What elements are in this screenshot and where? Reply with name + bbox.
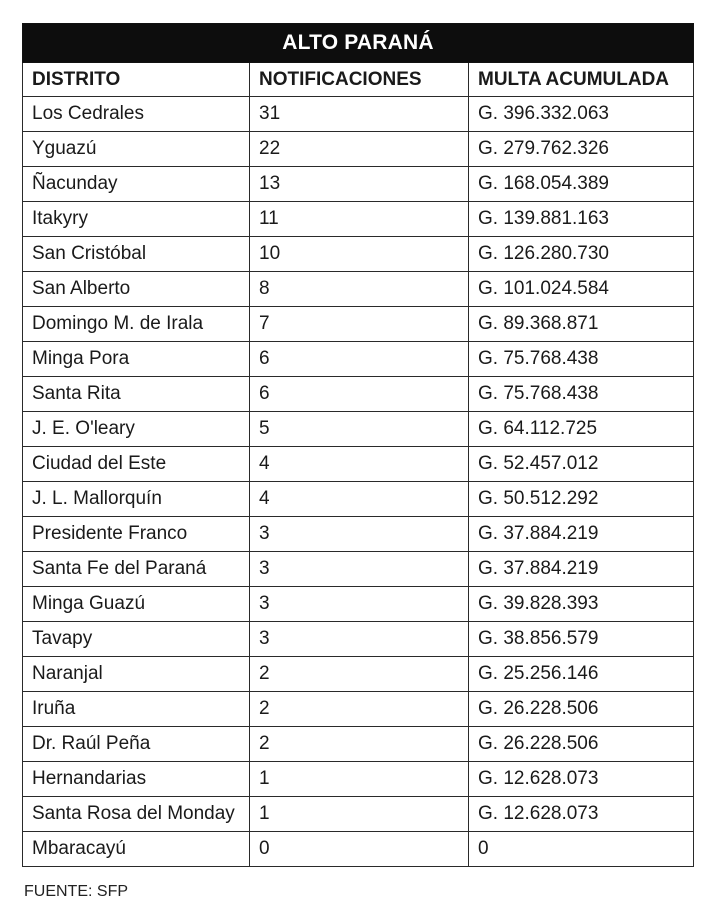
distrito-cell: Domingo M. de Irala: [23, 307, 250, 342]
table-row: [23, 727, 694, 762]
multa-cell: G. 39.828.393: [469, 587, 694, 622]
distrito-cell: Mbaracayú: [23, 832, 250, 867]
notificaciones-cell: 7: [250, 307, 469, 342]
notificaciones-cell: 8: [250, 272, 469, 307]
multa-cell: G. 52.457.012: [469, 447, 694, 482]
notificaciones-cell: 1: [250, 762, 469, 797]
table-row: [23, 552, 694, 587]
table-row: [23, 517, 694, 552]
multa-cell: G. 396.332.063: [469, 97, 694, 132]
table-row: [23, 587, 694, 622]
table-row: [23, 237, 694, 272]
notificaciones-cell: 5: [250, 412, 469, 447]
notificaciones-cell: 10: [250, 237, 469, 272]
multa-cell: G. 12.628.073: [469, 797, 694, 832]
notificaciones-cell: 13: [250, 167, 469, 202]
table-row: [23, 202, 694, 237]
table-row: [23, 797, 694, 832]
table-row: [23, 132, 694, 167]
multa-cell: G. 38.856.579: [469, 622, 694, 657]
notificaciones-cell: 1: [250, 797, 469, 832]
distrito-cell: San Alberto: [23, 272, 250, 307]
multa-cell: G. 50.512.292: [469, 482, 694, 517]
multa-cell: 0: [469, 832, 694, 867]
distrito-cell: Santa Fe del Paraná: [23, 552, 250, 587]
table-row: [23, 657, 694, 692]
multa-cell: G. 75.768.438: [469, 342, 694, 377]
distrito-cell: Itakyry: [23, 202, 250, 237]
table-row: [23, 482, 694, 517]
multa-cell: G. 279.762.326: [469, 132, 694, 167]
distrito-cell: Naranjal: [23, 657, 250, 692]
notificaciones-cell: 2: [250, 657, 469, 692]
notificaciones-cell: 31: [250, 97, 469, 132]
multa-cell: G. 26.228.506: [469, 727, 694, 762]
table-row: [23, 412, 694, 447]
notificaciones-cell: 6: [250, 377, 469, 412]
notificaciones-cell: 3: [250, 552, 469, 587]
distrito-cell: San Cristóbal: [23, 237, 250, 272]
table-row: [23, 622, 694, 657]
distrito-cell: Presidente Franco: [23, 517, 250, 552]
column-header-notificaciones: NOTIFICACIONES: [250, 63, 469, 97]
multa-cell: G. 12.628.073: [469, 762, 694, 797]
distrito-cell: Iruña: [23, 692, 250, 727]
multa-cell: G. 101.024.584: [469, 272, 694, 307]
title-row: [23, 24, 694, 63]
distrito-cell: Minga Pora: [23, 342, 250, 377]
table-row: [23, 342, 694, 377]
distrito-cell: Dr. Raúl Peña: [23, 727, 250, 762]
multa-cell: G. 168.054.389: [469, 167, 694, 202]
table-row: [23, 692, 694, 727]
multa-cell: G. 139.881.163: [469, 202, 694, 237]
multa-cell: G. 26.228.506: [469, 692, 694, 727]
notificaciones-cell: 11: [250, 202, 469, 237]
table-row: [23, 832, 694, 867]
multa-cell: G. 37.884.219: [469, 552, 694, 587]
distrito-cell: J. E. O'leary: [23, 412, 250, 447]
notificaciones-cell: 4: [250, 447, 469, 482]
table-row: [23, 377, 694, 412]
table-title: ALTO PARANÁ: [23, 24, 694, 63]
notificaciones-cell: 4: [250, 482, 469, 517]
notificaciones-cell: 3: [250, 622, 469, 657]
distrito-cell: J. L. Mallorquín: [23, 482, 250, 517]
notificaciones-cell: 0: [250, 832, 469, 867]
column-header-multa-acumulada: MULTA ACUMULADA: [469, 63, 694, 97]
notificaciones-cell: 22: [250, 132, 469, 167]
data-table-container: [22, 23, 693, 867]
table-body: [23, 97, 694, 867]
distrito-cell: Santa Rita: [23, 377, 250, 412]
multa-cell: G. 75.768.438: [469, 377, 694, 412]
header-row: [23, 63, 694, 97]
distrito-cell: Ciudad del Este: [23, 447, 250, 482]
notificaciones-cell: 2: [250, 727, 469, 762]
notificaciones-cell: 3: [250, 587, 469, 622]
column-header-distrito: DISTRITO: [23, 63, 250, 97]
source-note: FUENTE: SFP: [24, 883, 129, 900]
notificaciones-cell: 2: [250, 692, 469, 727]
multa-cell: G. 126.280.730: [469, 237, 694, 272]
multa-cell: G. 89.368.871: [469, 307, 694, 342]
notificaciones-cell: 6: [250, 342, 469, 377]
distrito-cell: Hernandarias: [23, 762, 250, 797]
distrito-cell: Tavapy: [23, 622, 250, 657]
table-row: [23, 447, 694, 482]
table-row: [23, 307, 694, 342]
table-row: [23, 762, 694, 797]
distrito-cell: Ñacunday: [23, 167, 250, 202]
notificaciones-cell: 3: [250, 517, 469, 552]
distrito-cell: Minga Guazú: [23, 587, 250, 622]
table-row: [23, 272, 694, 307]
alto-parana-table: [22, 23, 694, 867]
distrito-cell: Los Cedrales: [23, 97, 250, 132]
table-row: [23, 167, 694, 202]
distrito-cell: Santa Rosa del Monday: [23, 797, 250, 832]
multa-cell: G. 25.256.146: [469, 657, 694, 692]
table-row: [23, 97, 694, 132]
multa-cell: G. 37.884.219: [469, 517, 694, 552]
multa-cell: G. 64.112.725: [469, 412, 694, 447]
distrito-cell: Yguazú: [23, 132, 250, 167]
